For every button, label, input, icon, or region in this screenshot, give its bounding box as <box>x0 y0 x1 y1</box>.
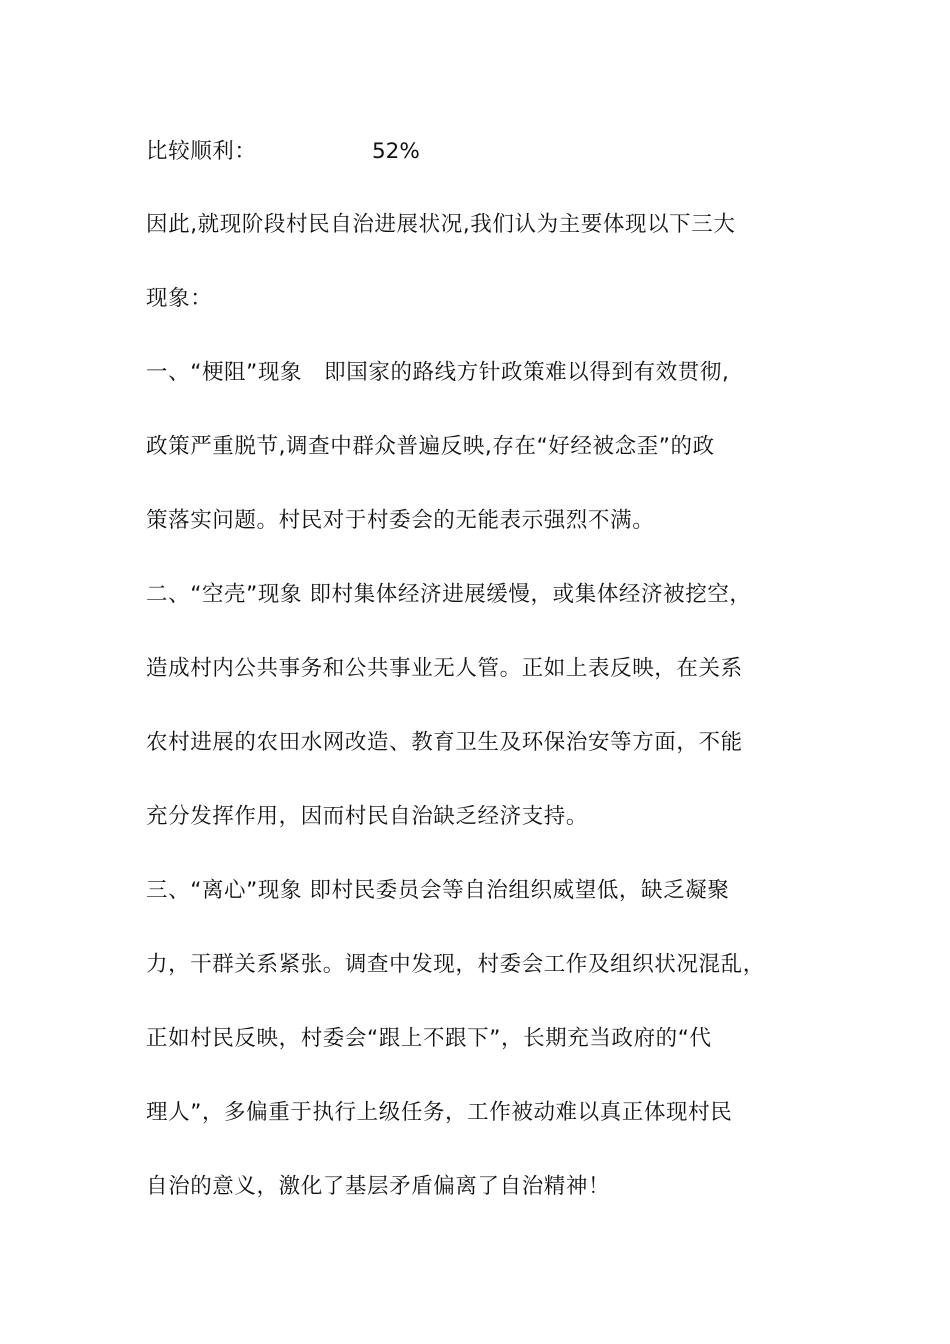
paragraph-line: 现象： <box>146 286 213 311</box>
paragraph-line: 一、“梗阻”现象 即国家的路线方针政策难以得到有效贯彻, <box>146 360 730 385</box>
paragraph-line: 正如村民反映，村委会“跟上不跟下”，长期充当政府的“代 <box>146 1026 712 1051</box>
paragraph-line: 理人”，多偏重于执行上级任务，工作被动难以真正体现村民 <box>146 1100 733 1125</box>
paragraph-line: 二、“空壳”现象 即村集体经济进展缓慢，或集体经济被挖空， <box>146 582 752 607</box>
stat-label: 比较顺利： <box>146 139 257 164</box>
paragraph-line: 力，干群关系紧张。调查中发现，村委会工作及组织状况混乱， <box>146 952 765 977</box>
paragraph-line: 三、“离心”现象 即村民委员会等自治组织威望低，缺乏凝聚 <box>146 878 730 903</box>
paragraph-line: 政策严重脱节,调查中群众普遍反映,存在“好经被念歪”的政 <box>146 434 715 459</box>
stat-value: 52% <box>372 139 420 164</box>
paragraph-line: 造成村内公共事务和公共事业无人管。正如上表反映，在关系 <box>146 656 743 681</box>
paragraph-line: 策落实问题。村民对于村委会的无能表示强烈不满。 <box>146 508 655 533</box>
paragraph-line: 因此,就现阶段村民自治进展状况,我们认为主要体现以下三大 <box>146 212 736 237</box>
paragraph-line: 农村进展的农田水网改造、教育卫生及环保治安等方面，不能 <box>146 730 743 755</box>
paragraph-line: 充分发挥作用，因而村民自治缺乏经济支持。 <box>146 804 589 829</box>
paragraph-line: 自治的意义，激化了基层矛盾偏离了自治精神！ <box>146 1174 611 1199</box>
